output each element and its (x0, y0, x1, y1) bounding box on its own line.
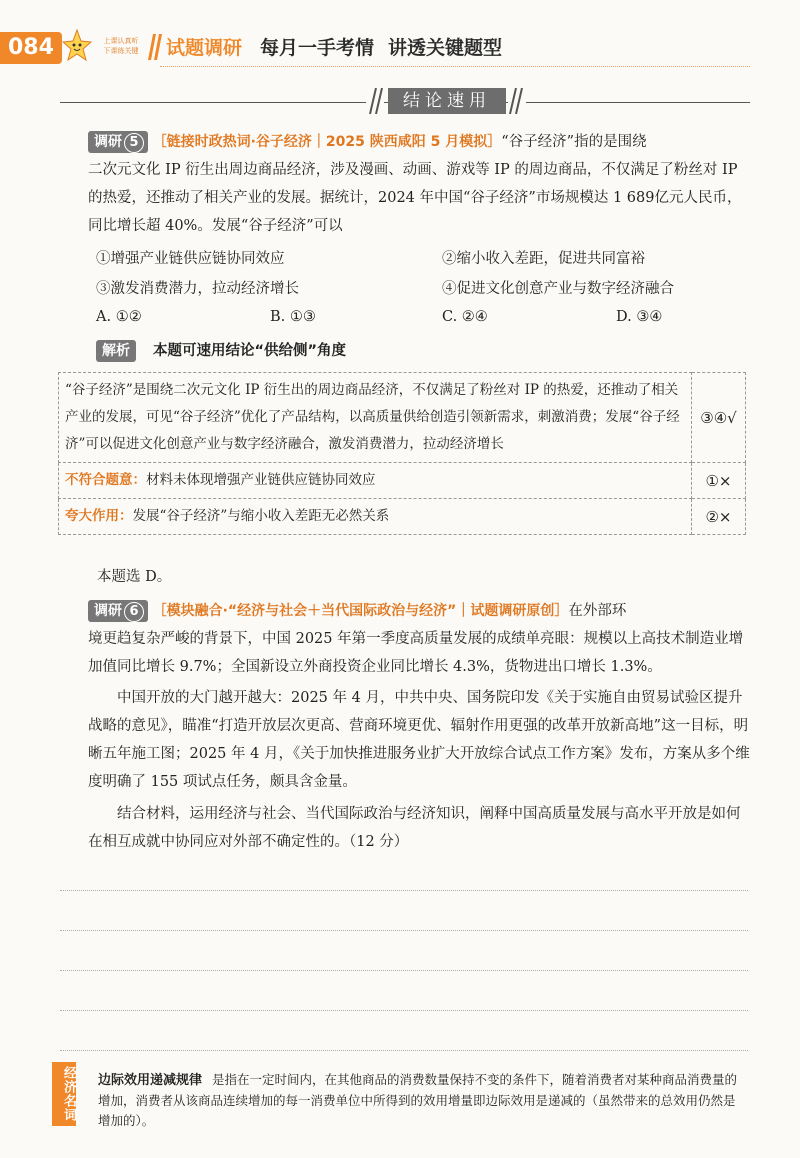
q6-para3: 结合材料，运用经济与社会、当代国际政治与经济知识，阐释中国高质量发展与高水平开放是如何在相互成就中协同应对外部不确定性的。（12 分） (88, 806, 741, 850)
table-cell-mark: ③④√ (692, 373, 746, 463)
page-header (0, 28, 800, 68)
q6-stem-line1: 在外部环 (568, 603, 627, 619)
page-number: 084 (0, 32, 62, 64)
q5-tag: 调研 5 (88, 131, 148, 153)
q6-tag: 调研 6 (88, 600, 148, 622)
table-cell-mark: ①× (692, 463, 746, 499)
table-row (59, 463, 746, 499)
table-cell-text: 夸大作用：发展“谷子经济”与缩小收入差距无必然关系 (59, 499, 692, 535)
q6-para2: 中国开放的大门越开越大：2025 年 4 月，中共中央、国务院印发《关于实施自由贸易试验区提升战略的意见》，瞄准“打造开放层次更高、营商环境更优、辐射作用更强的改革开放新高地”这一目标，明晰五年施工图；2025 年 4 月，《关于加快推进服务业扩大开放综合试点工作方案》发布，方案从多个维度明确了 155 项试点任务，颇具含金量。 (88, 690, 750, 790)
table-cell-text: 不符合题意：材料未体现增强产业链供应链协同效应 (59, 463, 692, 499)
glossary-box (52, 1058, 752, 1126)
header-divider (160, 66, 750, 67)
analysis-tag: 解析 (96, 340, 136, 362)
analysis-table (58, 372, 746, 535)
answer-line[interactable] (60, 930, 748, 931)
banner-slash-left-icon (366, 88, 384, 114)
statement-3: ③激发消费潜力，拉动经济增长 (96, 281, 299, 297)
q5-answer: 本题选 D。 (97, 569, 172, 585)
table-row (59, 499, 746, 535)
statement-4: ④促进文化创意产业与数字经济融合 (442, 281, 674, 297)
glossary-text (98, 1070, 744, 1131)
section-banner (60, 86, 750, 116)
answer-line[interactable] (60, 1050, 748, 1051)
q6-stem (88, 597, 752, 681)
q6-para1-rest: 境更趋复杂严峻的背景下，中国 2025 年第一季度高质量发展的成绩单亮眼：规模以上高技术制造业增加值同比增长 9.7%；全国新设立外商投资企业同比增长 4.3%，货物进出口增长 1.3%。 (88, 631, 744, 675)
q5-source: ［链接时政热词·谷子经济｜2025 陕西咸阳 5 月模拟］ (152, 134, 502, 150)
glossary-term: 边际效用递减规律 (98, 1073, 203, 1088)
table-cell-mark: ②× (692, 499, 746, 535)
choice-b: B. ①③ (270, 309, 316, 325)
mini-slogan: 上课认真听 下课练关键 (103, 37, 139, 55)
header-title: 试题调研 每月一手考情 讲透关键题型 (166, 37, 503, 59)
answer-line[interactable] (60, 970, 748, 971)
q5-stem (88, 128, 752, 240)
glossary-definition: 是指在一定时间内，在其他商品的消费数量保持不变的条件下，随着消费者对某种商品消费量的增加，消费者从该商品连续增加的每一消费单位中所得到的效用增量即边际效用是递减的（虽然带来的总效用仍然是增加的）。 (98, 1072, 738, 1128)
statement-2: ②缩小收入差距，促进共同富裕 (442, 251, 645, 267)
table-row (59, 373, 746, 463)
choice-c: C. ②④ (442, 309, 488, 325)
banner-slash-right-icon (508, 88, 526, 114)
statement-1: ①增强产业链供应链协同效应 (96, 251, 285, 267)
q5-stem-rest: 二次元文化 IP 衍生出周边商品经济，涉及漫画、动画、游戏等 IP 的周边商品，不仅满足了粉丝对 IP 的热爱，还推动了相关产业的发展。据统计，2024 年中国“谷子经济”市场规模达 1 689亿元人民币，同比增长超 40%。发展“谷子经济”可以 (88, 162, 742, 234)
choice-d: D. ③④ (616, 309, 663, 325)
q6-source: ［模块融合·“经济与社会＋当代国际政治与经济”｜试题调研原创］ (152, 603, 569, 619)
analysis-title: 本题可速用结论“供给侧”角度 (153, 343, 347, 359)
choice-a: A. ①② (96, 309, 142, 325)
mascot-star-icon (62, 28, 92, 66)
answer-line[interactable] (60, 1010, 748, 1011)
answer-line[interactable] (60, 890, 748, 891)
banner-title: 结论速用 (388, 88, 506, 114)
glossary-tab: 经济名词 (52, 1062, 76, 1126)
stripes-decoration (148, 34, 162, 60)
q5-stem-line1: “谷子经济”指的是围绕 (501, 134, 647, 150)
table-cell-text: “谷子经济”是围绕二次元文化 IP 衍生出的周边商品经济，不仅满足了粉丝对 IP 的热爱，还推动了相关产业的发展，可见“谷子经济”优化了产品结构，以高质量供给创造引领新需求，刺激消费；发展“谷子经济”可以促进文化创意产业与数字经济融合，激发消费潜力，拉动经济增长 (59, 373, 692, 463)
